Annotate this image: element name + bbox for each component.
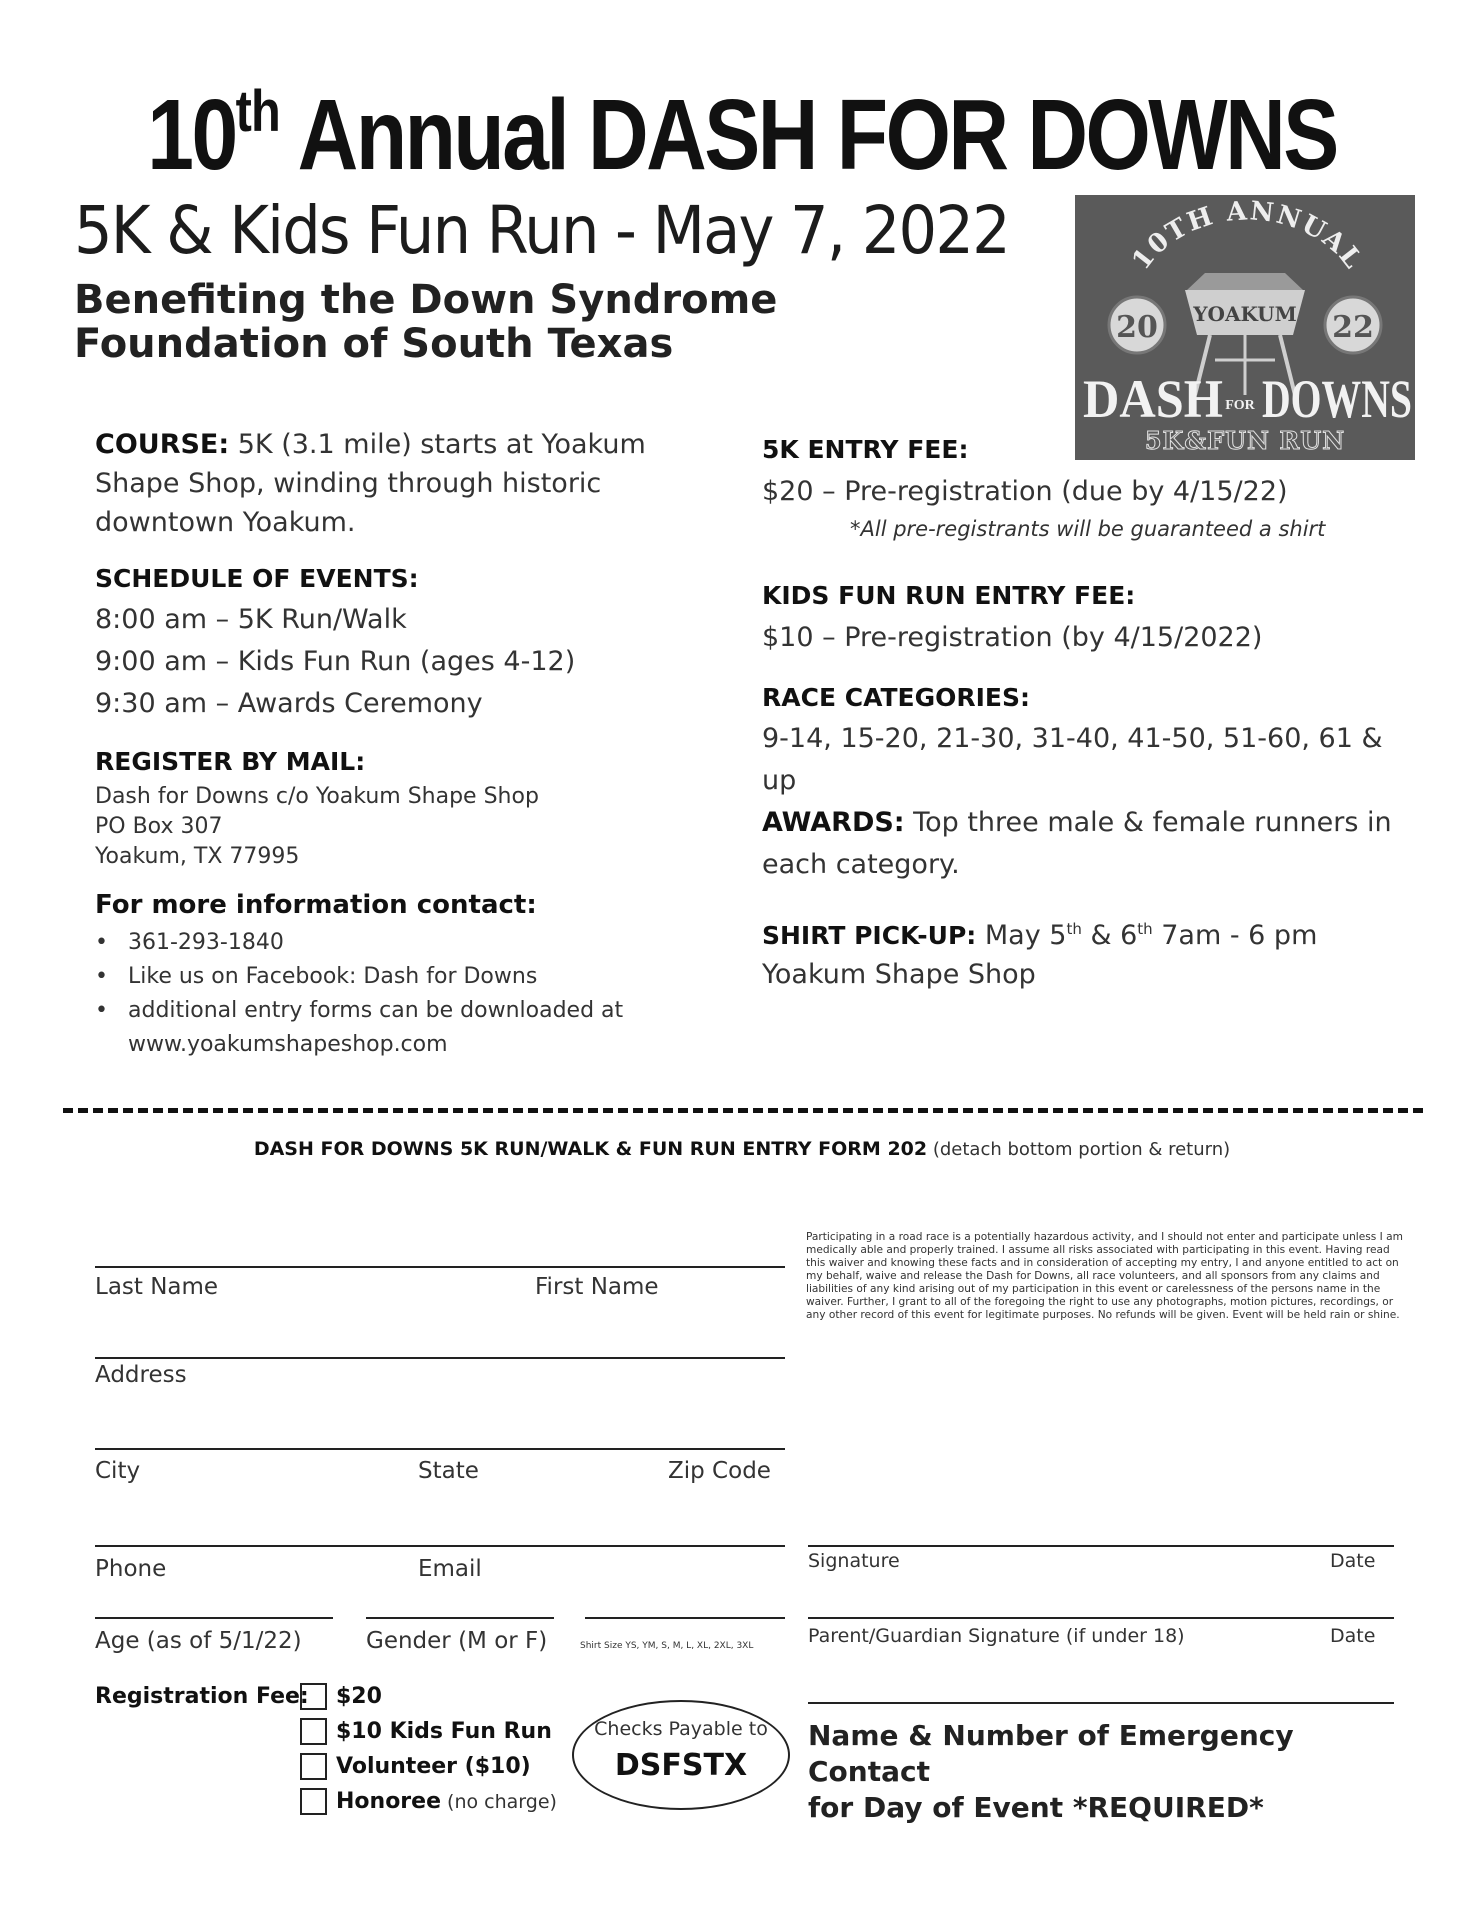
signature-date-label: Date xyxy=(1330,1550,1376,1572)
emergency-contact-line[interactable] xyxy=(808,1702,1394,1704)
awards-text: Top three male & female runners in each category. xyxy=(762,807,1392,880)
address-line[interactable] xyxy=(95,1357,785,1359)
age-line[interactable] xyxy=(95,1617,333,1619)
last-name-label: Last Name xyxy=(95,1274,219,1300)
benefit-line-1: Benefiting the Down Syndrome xyxy=(74,277,778,323)
pickup-place: Yoakum Shape Shop xyxy=(762,959,1036,990)
checks-payable-badge xyxy=(572,1700,790,1810)
mail-line: PO Box 307 xyxy=(95,814,223,839)
schedule-list xyxy=(95,599,715,725)
schedule-item: 9:00 am – Kids Fun Run (ages 4-12) xyxy=(95,646,576,677)
pickup-ordinal-2: th xyxy=(1137,920,1153,938)
emergency-line-1: Name & Number of Emergency Contact xyxy=(808,1719,1294,1788)
course-text: 5K (3.1 mile) starts at Yoakum Shape Shop, winding through historic downtown Yoakum. xyxy=(95,429,646,538)
page-title xyxy=(119,78,1366,193)
mail-line: Yoakum, TX 77995 xyxy=(95,844,300,869)
title-rest: Annual DASH FOR DOWNS xyxy=(279,79,1337,191)
parent-signature-line[interactable] xyxy=(808,1617,1394,1619)
fee-option-text: $20 xyxy=(336,1684,382,1709)
shirt-size-line[interactable] xyxy=(585,1617,785,1619)
schedule-heading: SCHEDULE OF EVENTS: xyxy=(95,564,419,593)
city-line[interactable] xyxy=(95,1448,785,1450)
pickup-label: SHIRT PICK-UP: xyxy=(762,921,977,950)
benefit-line-2: Foundation of South Texas xyxy=(74,321,674,367)
checkbox[interactable] xyxy=(300,1718,327,1745)
fee-option-note: (no charge) xyxy=(441,1791,557,1813)
logo-for: FOR xyxy=(1225,398,1255,413)
state-label: State xyxy=(418,1458,479,1484)
fee-option-text: Honoree xyxy=(336,1789,441,1814)
fee-text: $20 – Pre-registration (due by 4/15/22) xyxy=(762,476,1288,507)
mail-address xyxy=(95,782,715,872)
checks-payee: DSFSTX xyxy=(614,1748,748,1783)
categories-heading: RACE CATEGORIES: xyxy=(762,683,1031,712)
fee-option-text: $10 Kids Fun Run xyxy=(336,1719,552,1744)
logo-downs: DOWNS xyxy=(1262,369,1412,429)
facebook-bullet: • Like us on Facebook: Dash for Downs xyxy=(95,960,715,994)
phone-bullet: • 361-293-1840 xyxy=(95,926,715,960)
signature-label: Signature xyxy=(808,1550,900,1572)
shirt-size-label: Shirt Size YS, YM, S, M, L, XL, 2XL, 3XL xyxy=(580,1641,754,1651)
entry-form-title-note: (detach bottom portion & return) xyxy=(927,1139,1231,1160)
info-left-column xyxy=(95,425,715,1062)
shirt-pickup xyxy=(762,910,1402,955)
parent-signature-label: Parent/Guardian Signature (if under 18) xyxy=(808,1625,1185,1647)
detach-line xyxy=(63,1108,1423,1113)
info-right-column xyxy=(762,435,1402,994)
signature-line[interactable] xyxy=(808,1545,1394,1547)
registration-fee-label: Registration Fee: xyxy=(95,1684,309,1709)
pickup-date-1: May 5 xyxy=(976,920,1067,951)
fee-option-kids[interactable] xyxy=(300,1718,552,1745)
age-label: Age (as of 5/1/22) xyxy=(95,1628,302,1654)
checkbox[interactable] xyxy=(300,1788,327,1815)
categories-text: 9-14, 15-20, 21-30, 31-40, 41-50, 51-60, 61 & up xyxy=(762,723,1383,796)
gender-line[interactable] xyxy=(366,1617,554,1619)
awards-label: AWARDS: xyxy=(762,807,905,838)
title-number: 10 xyxy=(147,79,236,191)
parent-date-label: Date xyxy=(1330,1625,1376,1647)
zip-label: Zip Code xyxy=(668,1458,771,1484)
website-bullet: • additional entry forms can be downloaded at www.yoakumshapeshop.com xyxy=(95,994,715,1062)
address-label: Address xyxy=(95,1362,187,1388)
pickup-time: 7am - 6 pm xyxy=(1152,920,1318,951)
fee-option-20[interactable] xyxy=(300,1683,382,1710)
fee-option-label xyxy=(336,1719,552,1744)
fee-option-label xyxy=(336,1789,557,1814)
checkbox[interactable] xyxy=(300,1683,327,1710)
entry-form-title-text: DASH FOR DOWNS 5K RUN/WALK & FUN RUN ENTRY FORM 202 xyxy=(253,1138,928,1160)
city-label: City xyxy=(95,1458,141,1484)
emergency-contact xyxy=(808,1718,1408,1826)
email-label: Email xyxy=(418,1556,482,1582)
schedule-item: 9:30 am – Awards Ceremony xyxy=(95,688,483,719)
phone-line[interactable] xyxy=(95,1545,785,1547)
title-ordinal: th xyxy=(235,79,280,144)
checkbox[interactable] xyxy=(300,1753,327,1780)
phone-label: Phone xyxy=(95,1556,167,1582)
event-logo xyxy=(1075,195,1415,460)
kids-fee-heading: KIDS FUN RUN ENTRY FEE: xyxy=(762,581,1136,610)
logo-tower-text: YOAKUM xyxy=(1193,302,1297,326)
logo-year-right: 22 xyxy=(1332,310,1374,345)
fee-option-honoree[interactable] xyxy=(300,1788,557,1815)
pickup-ordinal-1: th xyxy=(1066,920,1082,938)
shirt-guarantee-note: *All pre-registrants will be guaranteed a shirt xyxy=(850,517,1326,541)
logo-arc-text: 10TH ANNUAL xyxy=(1126,196,1369,276)
fee-option-volunteer[interactable] xyxy=(300,1753,531,1780)
fee-option-label xyxy=(336,1754,531,1779)
course-label: COURSE: xyxy=(95,429,230,460)
fee-option-text: Volunteer ($10) xyxy=(336,1754,531,1779)
event-subtitle: 5K & Kids Fun Run - May 7, 2022 xyxy=(74,192,1009,269)
name-line[interactable] xyxy=(95,1266,785,1268)
course-info xyxy=(95,425,715,542)
mail-heading: REGISTER BY MAIL: xyxy=(95,747,366,776)
logo-graphic xyxy=(1075,195,1415,460)
mail-line: Dash for Downs c/o Yoakum Shape Shop xyxy=(95,784,539,809)
pickup-date-2: & 6 xyxy=(1081,920,1138,951)
first-name-label: First Name xyxy=(535,1274,659,1300)
kids-fee-text: $10 – Pre-registration (by 4/15/2022) xyxy=(762,622,1263,653)
info-bullets xyxy=(95,926,715,1062)
schedule-item: 8:00 am – 5K Run/Walk xyxy=(95,604,407,635)
info-heading: For more information contact: xyxy=(95,890,537,920)
liability-waiver: Participating in a road race is a potentially hazardous activity, and I should not enter and participate unless I am medically able and properly trained. I assume all risks associated with participating in this event. Having read this waiver and knowing these facts and in consideration of accepting my entry, I and anyone entitled to act on my behalf, waive and release the Dash for Downs, all race volunteers, and all sponsors from any claims and liabilities of any kind arising out of my participation in this event or carelessness of the persons name in the waiver. Further, I grant to all of the foregoing the right to use any photographs, motion pictures, recordings, or any other record of this event for legitimate purposes. No refunds will be given. Event will be held rain or shine. xyxy=(806,1231,1403,1321)
checks-payable-label: Checks Payable to xyxy=(594,1718,768,1740)
emergency-line-2: for Day of Event *REQUIRED* xyxy=(808,1791,1264,1824)
gender-label: Gender (M or F) xyxy=(366,1628,548,1654)
logo-year-left: 20 xyxy=(1116,310,1158,345)
fee-option-label xyxy=(336,1684,382,1709)
logo-dash: DASH xyxy=(1083,369,1223,429)
logo-bottom-text: 5K&FUN RUN xyxy=(1144,426,1346,455)
fee-heading: 5K ENTRY FEE: xyxy=(762,435,969,464)
benefit-text xyxy=(74,278,834,366)
awards-info xyxy=(762,802,1402,886)
entry-form-title xyxy=(0,1138,1484,1160)
